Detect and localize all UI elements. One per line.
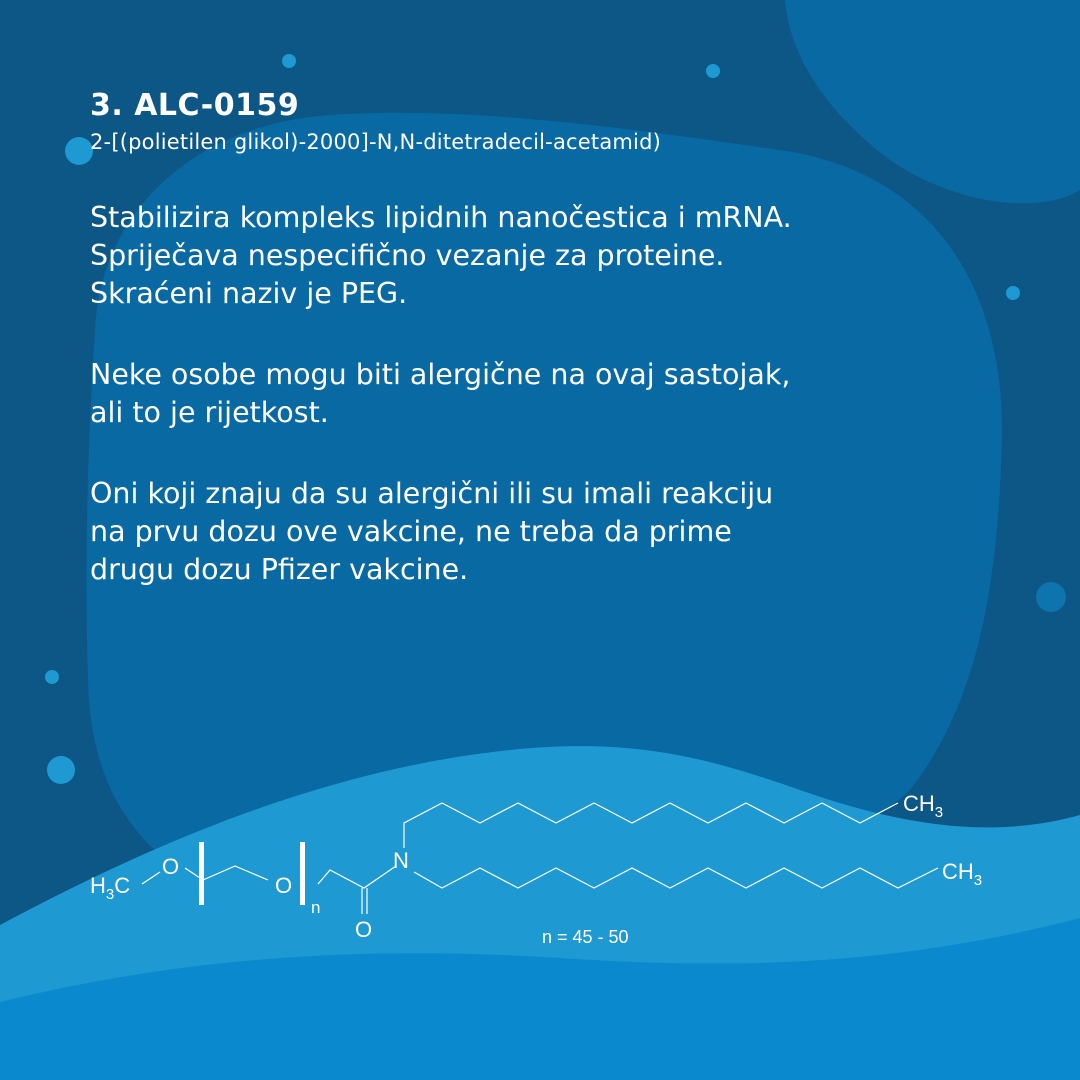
text-line: ali to je rijetkost. <box>90 396 329 429</box>
bubble <box>282 54 296 68</box>
text-line: Neke osobe mogu biti alergične na ovaj sastojak, <box>90 358 791 391</box>
text-line: Oni koji znaju da su alergični ili su imali reakciju <box>90 477 774 510</box>
text-line: na prvu dozu ove vakcine, ne treba da prime <box>90 515 732 548</box>
description <box>90 199 990 632</box>
repeat-bracket-right <box>300 842 305 905</box>
repeat-count-label: n <box>311 898 321 917</box>
peg-bonds <box>185 866 268 880</box>
bond-lines <box>142 803 938 914</box>
text-line: Spriječava nespecifično vezanje za proteine. <box>90 239 725 272</box>
text-line: Skraćeni naziv je PEG. <box>90 277 408 310</box>
bubble <box>706 64 720 78</box>
text-line: Stabilizira kompleks lipidnih nanočestica i mRNA. <box>90 201 792 234</box>
text-line: drugu dozu Pfizer vakcine. <box>90 553 469 586</box>
structural-formula <box>0 760 1080 990</box>
methyl-bottom: $CH_3$ <box>942 859 983 889</box>
carbonyl-oxygen: O <box>355 917 373 942</box>
ingredient-title: 3. ALC-0159 <box>90 88 300 123</box>
bubble <box>45 670 59 684</box>
bubble <box>65 137 93 165</box>
chemical-name: 2-[(polietilen glikol)-2000]-N,N-ditetradecil-acetamid) <box>90 130 661 154</box>
oxygen-atom: O <box>275 873 293 898</box>
repeat-bracket-left <box>199 842 204 905</box>
paragraph-allergy <box>90 356 990 432</box>
paragraph-function <box>90 199 990 313</box>
methyl-top: $CH_3$ <box>903 791 944 821</box>
upper-alkyl-chain <box>404 803 898 848</box>
methyl-left: $H_3C$ <box>90 873 131 903</box>
lower-alkyl-chain <box>414 868 938 888</box>
acetamide-bonds <box>318 866 396 888</box>
repeat-range: n = 45 - 50 <box>542 927 629 947</box>
bubble <box>1036 582 1066 612</box>
nitrogen-atom: N <box>393 848 409 873</box>
paragraph-advice <box>90 475 990 589</box>
oxygen-atom: O <box>162 854 180 879</box>
bubble <box>1006 286 1020 300</box>
atom-labels <box>90 791 982 947</box>
peg-bonds <box>142 872 160 884</box>
